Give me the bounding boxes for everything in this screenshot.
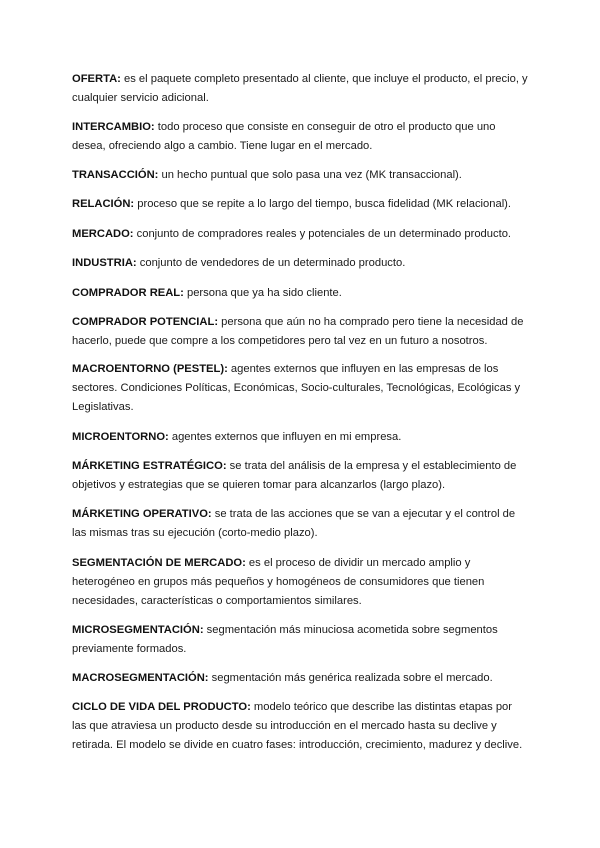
definition-text: agentes externos que influyen en mi empresa.	[168, 431, 402, 443]
definition-term: MÁRKETING ESTRATÉGICO:	[72, 460, 227, 472]
definition-microentorno	[72, 428, 528, 447]
definition-microsegmentacion	[72, 621, 528, 659]
definition-term: MERCADO:	[72, 228, 134, 240]
definition-term: MACROENTORNO (PESTEL):	[72, 363, 228, 375]
definition-term: COMPRADOR REAL:	[72, 287, 184, 299]
definition-text: todo proceso que consiste en conseguir de otro el producto que uno desea, ofreciendo algo a cambio. Tiene lugar en el mercado.	[72, 121, 496, 152]
definition-transaccion	[72, 166, 528, 185]
definition-term: OFERTA:	[72, 73, 121, 85]
definition-term: CICLO DE VIDA DEL PRODUCTO:	[72, 701, 251, 713]
definition-macroentorno	[72, 360, 528, 417]
definition-macrosegmentacion	[72, 669, 528, 688]
definition-term: TRANSACCIÓN:	[72, 169, 159, 181]
definition-text: se trata del análisis de la empresa y el establecimiento de objetivos y estrategias que se quieren tomar para alcanzarlos (largo plazo).	[72, 460, 517, 491]
definition-comprador-potencial	[72, 313, 528, 351]
definition-text: proceso que se repite a lo largo del tiempo, busca fidelidad (MK relacional).	[134, 198, 512, 210]
definition-ciclo-de-vida	[72, 698, 528, 755]
definition-industria	[72, 254, 528, 273]
definition-marketing-estrategico	[72, 457, 528, 495]
definition-text: segmentación más minuciosa acometida sobre segmentos previamente formados.	[72, 624, 498, 655]
definition-text: se trata de las acciones que se van a ejecutar y el control de las mismas tras su ejecución (corto-medio plazo).	[72, 508, 516, 539]
definition-relacion	[72, 195, 528, 214]
definition-oferta	[72, 70, 528, 108]
definition-term: COMPRADOR POTENCIAL:	[72, 316, 219, 328]
definition-term: INDUSTRIA:	[72, 257, 137, 269]
definition-text: un hecho puntual que solo pasa una vez (MK transaccional).	[158, 169, 462, 181]
definition-text: modelo teórico que describe las distintas etapas por las que atraviesa un producto desde su introducción en el mercado hasta su declive y retirada. El modelo se divide en cuatro fases: introducción, crecimiento, madurez y declive.	[72, 701, 523, 751]
definition-intercambio	[72, 118, 528, 156]
definition-text: conjunto de vendedores de un determinado producto.	[136, 257, 406, 269]
definition-text: segmentación más genérica realizada sobre el mercado.	[208, 672, 493, 684]
definition-mercado	[72, 225, 528, 244]
definition-term: MACROSEGMENTACIÓN:	[72, 672, 209, 684]
definition-term: SEGMENTACIÓN DE MERCADO:	[72, 557, 246, 569]
definition-comprador-real	[72, 284, 528, 303]
definition-text: es el proceso de dividir un mercado amplio y heterogéneo en grupos más pequeños y homogéneos de consumidores que tienen necesidades, características o comportamientos similares.	[72, 557, 485, 607]
definition-term: MICROSEGMENTACIÓN:	[72, 624, 204, 636]
definition-text: persona que ya ha sido cliente.	[183, 287, 342, 299]
definition-text: agentes externos que influyen en las empresas de los sectores. Condiciones Políticas, Económicas, Socio-culturales, Tecnológicas, Ecológicas y Legislativas.	[72, 363, 521, 413]
definition-text: es el paquete completo presentado al cliente, que incluye el producto, el precio, y cualquier servicio adicional.	[72, 73, 528, 104]
definition-segmentacion-de-mercado	[72, 554, 528, 611]
definition-term: RELACIÓN:	[72, 198, 135, 210]
definition-term: MÁRKETING OPERATIVO:	[72, 508, 212, 520]
definition-term: MICROENTORNO:	[72, 431, 169, 443]
definition-text: persona que aún no ha comprado pero tiene la necesidad de hacerlo, puede que compre a los competidores pero tal vez en un futuro a nosotros.	[72, 316, 524, 347]
definition-marketing-operativo	[72, 505, 528, 543]
definition-text: conjunto de compradores reales y potenciales de un determinado producto.	[133, 228, 512, 240]
definition-term: INTERCAMBIO:	[72, 121, 155, 133]
